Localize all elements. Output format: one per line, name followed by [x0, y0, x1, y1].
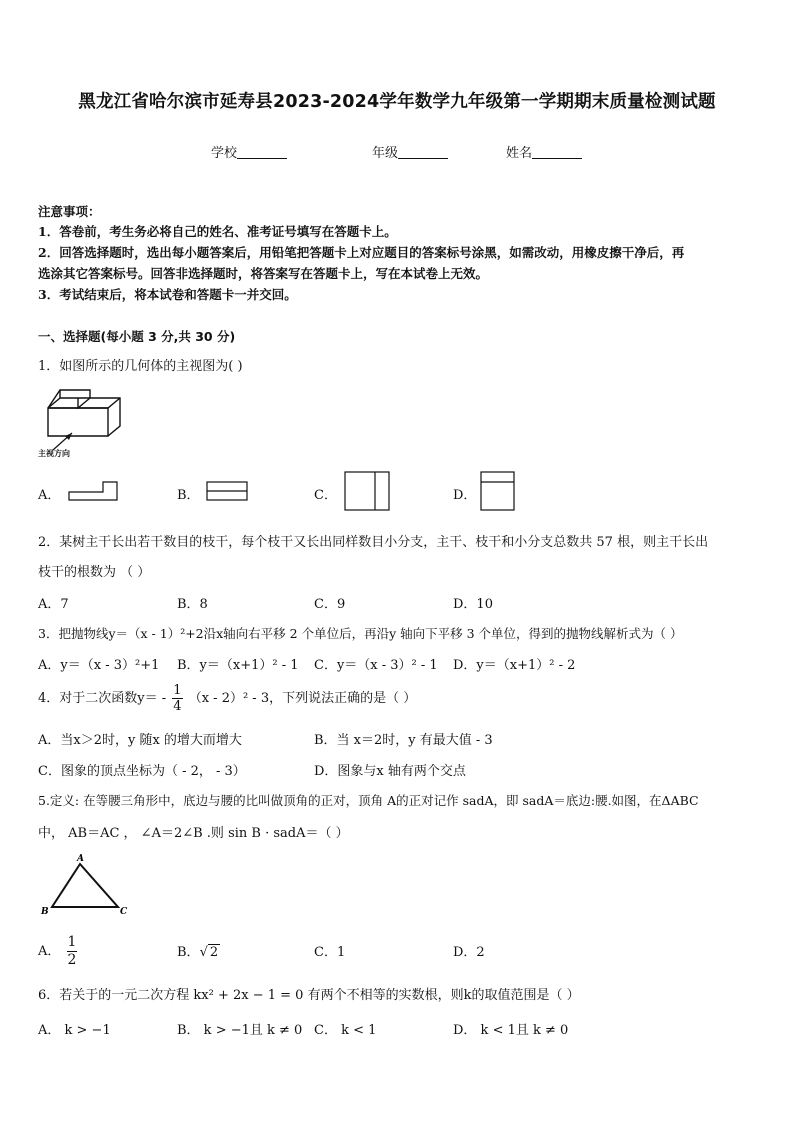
q5-vertex-a: A — [77, 854, 84, 864]
notes-header: 注意事项： — [38, 204, 101, 219]
section-heading: 一、选择题(每小题 3 分,共 30 分) — [38, 329, 236, 344]
note-2-cont: 选涂其它答案标号。回答非选择题时，将答案写在答题卡上，写在本试卷上无效。 — [38, 266, 489, 281]
q5-option-a-fraction — [67, 934, 78, 969]
q1-option-b-shape — [205, 480, 249, 502]
q2-option-a: A．7 — [38, 597, 69, 612]
name-blank — [532, 146, 582, 159]
q2-option-b: B．8 — [177, 597, 208, 612]
q4-option-d: D．图象与x 轴有两个交点 — [314, 764, 466, 779]
page-title: 黑龙江省哈尔滨市延寿县2023-2024学年数学九年级第一学期期末质量检测试题 — [78, 92, 716, 112]
q1-option-a: A． — [38, 488, 61, 503]
q3-option-c: C．y＝（x - 3）² - 1 — [314, 658, 438, 673]
q3-stem: 3．把抛物线y＝（x - 1）²+2沿x轴向右平移 2 个单位后，再沿y 轴向下平移 3 个单位，得到的抛物线解析式为（ ） — [38, 626, 683, 641]
q5-vertex-b: B — [41, 907, 49, 917]
q4-option-a: A．当x＞2时，y 随x 的增大而增大 — [38, 733, 242, 748]
q5-option-b-radical-sign: √ — [199, 945, 208, 960]
q6-option-d: D． k < 1且 k ≠ 0 — [453, 1023, 569, 1038]
grade-label: 年级 — [372, 146, 399, 161]
q4-frac-num: 1 — [173, 683, 182, 698]
q6-stem: 6．若关于的一元二次方程 kx² + 2x − 1 = 0 有两个不相等的实数根，则k的取值范围是（ ） — [38, 988, 580, 1003]
q5-option-a — [38, 934, 79, 969]
q2-line-1: 2．某树主干长出若干数目的枝干，每个枝干又长出同样数目小分支，主干、枝干和小分支总数共 57 根，则主干长出 — [38, 535, 709, 550]
q4-option-c: C．图象的顶点坐标为（ - 2， - 3） — [38, 764, 246, 779]
q4-option-b: B．当 x＝2时，y 有最大值 - 3 — [314, 733, 493, 748]
school-field — [211, 142, 287, 161]
q5-triangle-figure — [38, 852, 138, 918]
q4-stem-end: （x - 2）² - 3，下列说法正确的是（ ） — [188, 691, 417, 706]
q5-option-a-label: A． — [38, 944, 61, 959]
q1-option-c: C． — [314, 488, 337, 503]
q1-option-d-shape — [479, 470, 517, 512]
q5-option-c: C．1 — [314, 945, 346, 960]
q4-fraction — [172, 683, 182, 714]
q3-option-d: D．y＝（x+1）² - 2 — [453, 658, 576, 673]
q4-stem — [38, 683, 416, 714]
q1-option-d: D． — [453, 488, 477, 503]
q5-option-b-label: B． — [177, 945, 200, 960]
name-field — [506, 142, 582, 161]
q5-option-b — [177, 941, 220, 960]
q5-line-2: 中， AB＝AC ， ∠A＝2∠B .则 sin B · sadA＝（ ） — [38, 826, 349, 841]
grade-blank — [398, 146, 448, 159]
q4-frac-den: 4 — [173, 699, 182, 714]
q5-option-a-den: 2 — [67, 952, 77, 968]
note-3: 3．考试结束后，将本试卷和答题卡一并交回。 — [38, 287, 297, 302]
q3-option-b: B．y＝（x+1）² - 1 — [177, 658, 299, 673]
q6-option-a: A． k > −1 — [38, 1023, 111, 1038]
q2-line-2: 枝干的根数为 （ ） — [38, 565, 151, 580]
q1-view-label: 主视方向 — [38, 449, 70, 458]
school-blank — [237, 146, 287, 159]
q1-option-c-shape — [343, 470, 391, 512]
q1-stem: 1．如图所示的几何体的主视图为( ) — [38, 359, 243, 374]
q2-option-c: C．9 — [314, 597, 346, 612]
q5-option-a-num: 1 — [67, 934, 77, 950]
q5-option-d: D．2 — [453, 945, 485, 960]
note-1: 1．答卷前，考生务必将自己的姓名、准考证号填写在答题卡上。 — [38, 224, 397, 239]
note-2: 2．回答选择题时，选出每小题答案后，用铅笔把答题卡上对应题目的答案标号涂黑，如需改动，用橡皮擦干净后，再 — [38, 245, 685, 260]
q1-option-a-shape — [67, 480, 119, 502]
q5-option-b-radicand: 2 — [209, 945, 219, 960]
q2-option-d: D．10 — [453, 597, 493, 612]
name-label: 姓名 — [506, 146, 533, 161]
q3-option-a: A．y＝（x - 3）²+1 — [38, 658, 160, 673]
q1-option-b: B． — [177, 488, 200, 503]
q5-vertex-c: C — [120, 907, 128, 917]
q6-option-b: B． k > −1且 k ≠ 0 — [177, 1023, 303, 1038]
q6-option-c: C． k < 1 — [314, 1023, 377, 1038]
grade-field — [372, 142, 448, 161]
school-label: 学校 — [211, 146, 238, 161]
q5-line-1: 5.定义: 在等腰三角形中，底边与腰的比叫做顶角的正对，顶角 A的正对记作 sadA，即 sadA＝底边:腰.如图，在ΔABC — [38, 793, 699, 808]
q4-stem-start: 4．对于二次函数y＝ - — [38, 691, 167, 706]
